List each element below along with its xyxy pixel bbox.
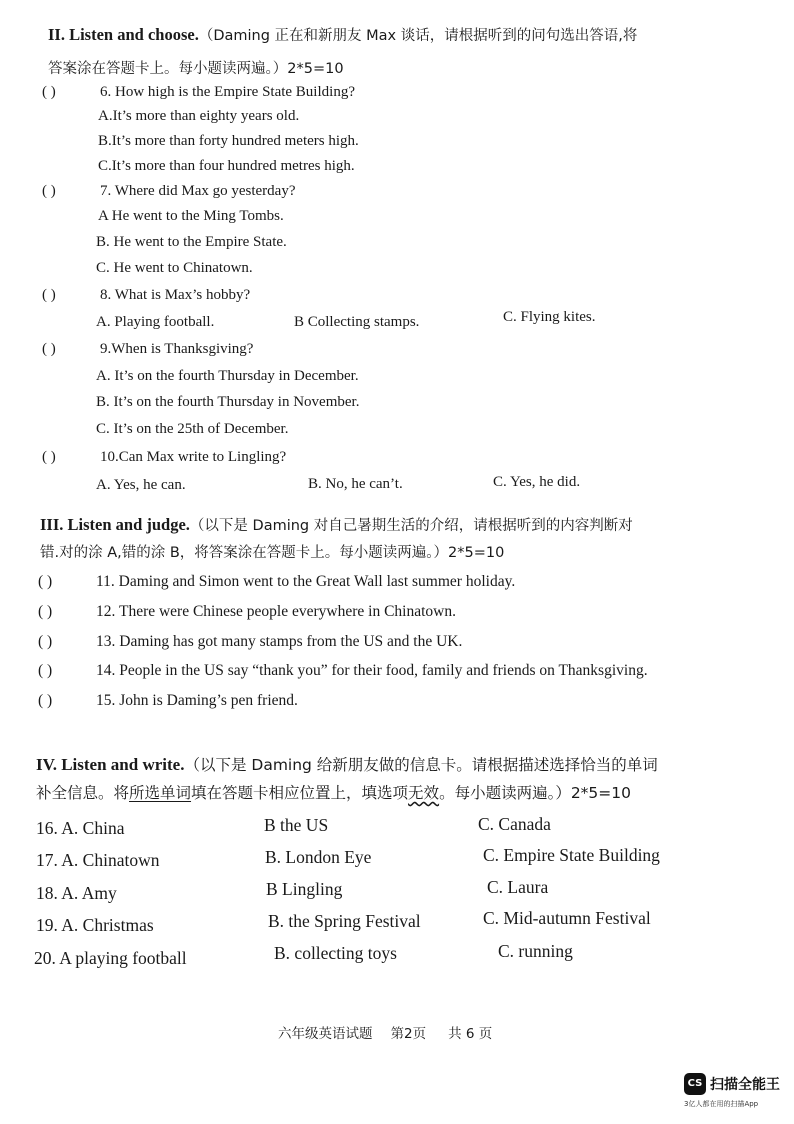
- option-8a: A. Playing football.: [96, 314, 215, 330]
- section4-instruction-2d: 无效: [408, 784, 440, 802]
- question-7: [42, 183, 296, 200]
- answer-blank[interactable]: ( ): [38, 573, 53, 590]
- section4-instruction-2b: 所选单词: [129, 784, 192, 802]
- option-10c: C. Yes, he did.: [493, 474, 581, 490]
- write-option-19c: C. Mid-autumn Festival: [483, 908, 651, 928]
- write-option-19b: B. the Spring Festival: [268, 911, 421, 931]
- section4-instruction-1: （以下是 Daming 给新朋友做的信息卡。请根据描述选择恰当的单词: [184, 756, 658, 774]
- option-10b: B. No, he can’t.: [308, 476, 403, 492]
- question-text: 8. What is Max’s hobby?: [100, 287, 251, 303]
- section4-heading: [36, 754, 658, 776]
- section4-instruction-2a: 补全信息。将: [36, 784, 130, 802]
- section2-title: II. Listen and choose.: [48, 25, 199, 44]
- question-text: 10.Can Max write to Lingling?: [100, 449, 287, 465]
- section3-instruction-2: 错.对的涂 A,错的涂 B，将答案涂在答题卡上。每小题读两遍。）2*5=10: [40, 545, 505, 561]
- question-6: [42, 84, 355, 101]
- question-9: [42, 341, 253, 358]
- option-7b: B. He went to the Empire State.: [96, 234, 287, 250]
- option-6b: B.It’s more than forty hundred meters high.: [98, 133, 359, 149]
- option-9a: A. It’s on the fourth Thursday in December.: [96, 368, 359, 384]
- footer-total: 共 6 页: [448, 1026, 493, 1042]
- write-option-20c: C. running: [498, 941, 573, 961]
- answer-blank[interactable]: ( ): [42, 183, 56, 199]
- judge-item-14: [38, 662, 648, 680]
- page-footer: [278, 1022, 492, 1042]
- section3-heading: [40, 514, 633, 537]
- judge-text: 14. People in the US say “thank you” for their food, family and friends on Thanksgiving.: [96, 662, 648, 679]
- judge-item-15: [38, 692, 298, 710]
- option-7a: A He went to the Ming Tombs.: [98, 208, 284, 224]
- question-10: [42, 449, 286, 466]
- write-option-17a: 17. A. Chinatown: [36, 850, 160, 870]
- answer-blank[interactable]: ( ): [42, 287, 56, 303]
- write-option-16a: 16. A. China: [36, 818, 125, 838]
- option-9b: B. It’s on the fourth Thursday in November.: [96, 394, 360, 410]
- option-8c: C. Flying kites.: [503, 309, 596, 325]
- judge-item-12: [38, 603, 456, 621]
- question-text: 9.When is Thanksgiving?: [100, 341, 254, 357]
- answer-blank[interactable]: ( ): [42, 84, 56, 100]
- footer-grade: 六年级英语试题: [278, 1026, 373, 1042]
- option-8b: B Collecting stamps.: [294, 314, 420, 330]
- section2-heading: [48, 24, 637, 47]
- write-option-17b: B. London Eye: [265, 847, 372, 867]
- section4-instruction-2e: 。每小题读两遍。）2*5=10: [439, 784, 631, 802]
- section3-instruction-1: （以下是 Daming 对自己暑期生活的介绍，请根据听到的内容判断对: [189, 518, 633, 534]
- option-10a: A. Yes, he can.: [96, 477, 186, 493]
- judge-text: 15. John is Daming’s pen friend.: [96, 692, 298, 709]
- judge-item-13: [38, 633, 462, 651]
- scanner-watermark: [684, 1073, 792, 1115]
- answer-blank[interactable]: ( ): [38, 662, 53, 679]
- option-6c: C.It’s more than four hundred metres high.: [98, 158, 355, 174]
- judge-text: 11. Daming and Simon went to the Great Wall last summer holiday.: [96, 573, 516, 590]
- judge-text: 13. Daming has got many stamps from the US and the UK.: [96, 633, 463, 650]
- answer-blank[interactable]: ( ): [38, 603, 53, 620]
- section2-instruction-2: 答案涂在答题卡上。每小题读两遍。）2*5=10: [48, 61, 344, 77]
- write-option-20b: B. collecting toys: [274, 943, 397, 963]
- question-text: 6. How high is the Empire State Building?: [100, 84, 355, 100]
- option-9c: C. It’s on the 25th of December.: [96, 421, 289, 437]
- judge-text: 12. There were Chinese people everywhere in Chinatown.: [96, 603, 456, 620]
- option-6a: A.It’s more than eighty years old.: [98, 108, 300, 124]
- section3-title: III. Listen and judge.: [40, 515, 190, 534]
- option-7c: C. He went to Chinatown.: [96, 260, 253, 276]
- write-option-16b: B the US: [264, 815, 329, 835]
- write-option-19a: 19. A. Christmas: [36, 915, 154, 935]
- question-text: 7. Where did Max go yesterday?: [100, 183, 296, 199]
- write-option-18c: C. Laura: [487, 877, 549, 897]
- section4-title: IV. Listen and write.: [36, 755, 185, 774]
- write-option-17c: C. Empire State Building: [483, 845, 660, 865]
- write-option-16c: C. Canada: [478, 814, 551, 834]
- write-option-18b: B Lingling: [266, 879, 343, 899]
- section2-instruction-1: （Daming 正在和新朋友 Max 谈话，请根据听到的问句选出答语,将: [198, 28, 638, 44]
- answer-blank[interactable]: ( ): [38, 692, 53, 709]
- question-8: [42, 287, 250, 304]
- camscanner-logo-icon: CS: [684, 1073, 706, 1095]
- judge-item-11: [38, 573, 515, 591]
- answer-blank[interactable]: ( ): [42, 449, 56, 465]
- section4-instruction-2-line: [36, 782, 631, 804]
- write-option-18a: 18. A. Amy: [36, 883, 117, 903]
- write-option-20a: 20. A playing football: [34, 948, 187, 968]
- section4-instruction-2c: 填在答题卡相应位置上，填选项: [191, 784, 409, 802]
- watermark-name: 扫描全能王: [710, 1077, 780, 1093]
- section2-instruction-2-line: [48, 57, 344, 80]
- section3-instruction-2-line: [40, 541, 504, 564]
- answer-blank[interactable]: ( ): [42, 341, 56, 357]
- answer-blank[interactable]: ( ): [38, 633, 53, 650]
- footer-page: 第2页: [390, 1026, 427, 1042]
- watermark-tagline: 3亿人都在用的扫描App: [684, 1100, 759, 1108]
